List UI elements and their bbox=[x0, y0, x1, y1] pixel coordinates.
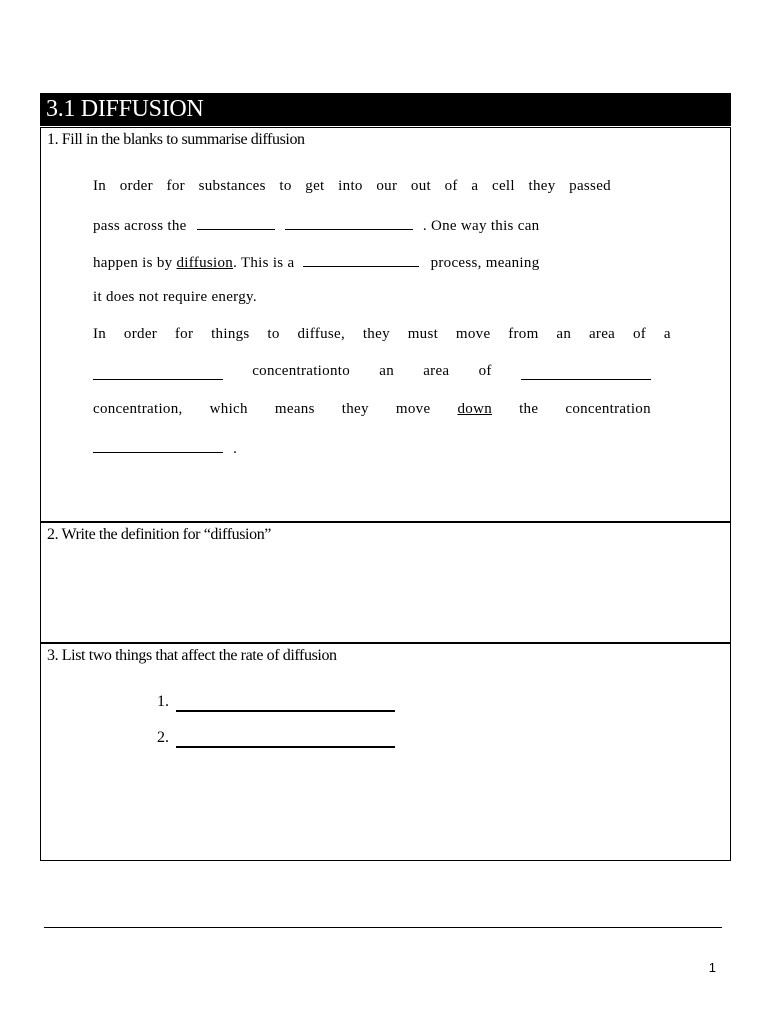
q1-line-5 bbox=[93, 326, 671, 343]
word: an bbox=[379, 363, 394, 379]
q1-line-7 bbox=[93, 401, 651, 418]
word: to bbox=[279, 178, 292, 194]
page-number: 1 bbox=[708, 960, 716, 975]
question-1-box bbox=[40, 127, 731, 522]
word: they bbox=[528, 178, 556, 194]
q1-line-6 bbox=[93, 363, 651, 380]
word: move bbox=[455, 326, 491, 342]
word: concentrationto bbox=[252, 363, 351, 379]
q1-line-2 bbox=[93, 215, 539, 235]
word: of bbox=[444, 178, 458, 194]
word: of bbox=[478, 363, 492, 379]
q1-line-8 bbox=[93, 438, 237, 458]
text: . bbox=[233, 441, 238, 457]
answer-line-2[interactable] bbox=[176, 746, 395, 748]
word: of bbox=[632, 326, 647, 342]
word: concentration, bbox=[93, 401, 183, 417]
word: passed bbox=[569, 178, 611, 194]
word: things bbox=[211, 326, 250, 342]
word: a bbox=[471, 178, 479, 194]
question-3-prompt: 3. List two things that affect the rate of diffusion bbox=[47, 647, 337, 664]
blank-line[interactable] bbox=[521, 365, 651, 380]
word: move bbox=[395, 401, 431, 417]
word: an bbox=[556, 326, 572, 342]
page-title: 3.1 DIFFUSION bbox=[40, 93, 731, 126]
word: they bbox=[341, 401, 369, 417]
blank-line[interactable] bbox=[197, 215, 275, 230]
word: for bbox=[166, 178, 185, 194]
footer-divider bbox=[44, 927, 722, 928]
word: substances bbox=[198, 178, 266, 194]
word: to bbox=[267, 326, 280, 342]
word: In bbox=[93, 178, 107, 194]
q1-line-3 bbox=[93, 252, 540, 272]
text: . One way this can bbox=[422, 218, 540, 234]
question-2-prompt: 2. Write the definition for “diffusion” bbox=[47, 526, 271, 543]
word: get bbox=[305, 178, 325, 194]
word: out bbox=[410, 178, 431, 194]
blank-line[interactable] bbox=[303, 252, 419, 267]
word: must bbox=[407, 326, 439, 342]
blank-line[interactable] bbox=[93, 438, 223, 453]
word: which bbox=[209, 401, 248, 417]
word: area bbox=[588, 326, 616, 342]
word: order bbox=[123, 326, 158, 342]
word: order bbox=[119, 178, 153, 194]
question-1-prompt: 1. Fill in the blanks to summarise diffusion bbox=[47, 131, 305, 148]
word: the bbox=[519, 401, 539, 417]
question-2-box bbox=[40, 522, 731, 643]
word: means bbox=[274, 401, 315, 417]
text: pass across the bbox=[93, 218, 187, 234]
word: area bbox=[423, 363, 450, 379]
underlined-term: diffusion bbox=[176, 255, 234, 271]
word: cell bbox=[491, 178, 515, 194]
word: In bbox=[93, 326, 107, 342]
word: diffuse, bbox=[297, 326, 346, 342]
text: . This is a bbox=[233, 255, 295, 271]
text: happen is by bbox=[93, 255, 173, 271]
blank-line[interactable] bbox=[93, 365, 223, 380]
blank-line[interactable] bbox=[285, 215, 413, 230]
list-number: 2. bbox=[157, 729, 169, 746]
word: into bbox=[338, 178, 363, 194]
word: a bbox=[663, 326, 671, 342]
answer-line-1[interactable] bbox=[176, 710, 395, 712]
word: our bbox=[376, 178, 398, 194]
question-3-box bbox=[40, 643, 731, 861]
word: for bbox=[174, 326, 194, 342]
q1-line-4: it does not require energy. bbox=[93, 289, 257, 305]
word: from bbox=[508, 326, 539, 342]
q1-line-1 bbox=[93, 178, 611, 195]
word: they bbox=[362, 326, 390, 342]
text: process, meaning bbox=[430, 255, 540, 271]
underlined-term: down bbox=[457, 401, 493, 417]
word: concentration bbox=[565, 401, 651, 417]
list-number: 1. bbox=[157, 693, 169, 710]
